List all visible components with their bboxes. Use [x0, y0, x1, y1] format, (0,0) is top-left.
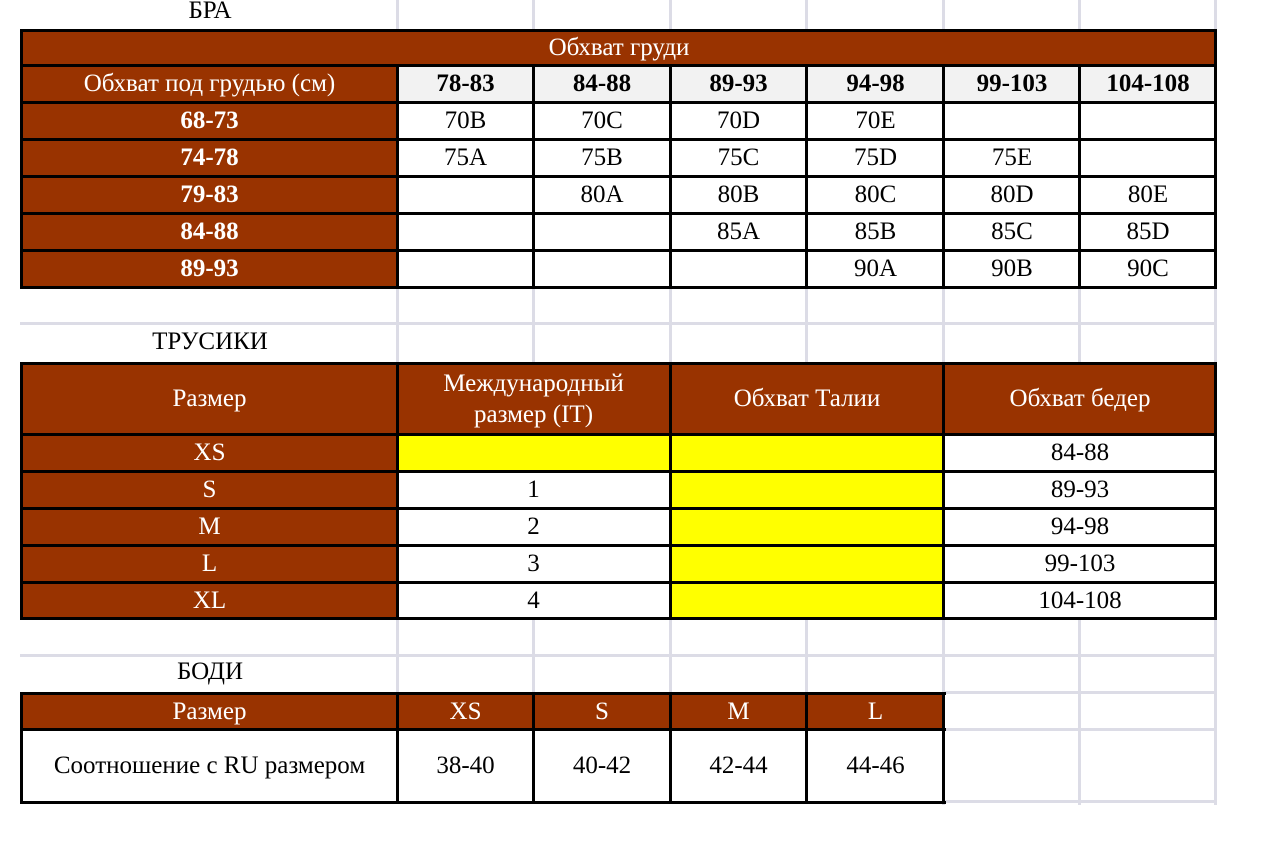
bra-size-cell: 75C — [717, 143, 760, 171]
underbust-value: 84-88 — [22, 213, 397, 250]
bra-section-title: БРА — [188, 0, 232, 24]
ru-size-cell: 44-46 — [846, 751, 905, 779]
waist-cell — [670, 471, 944, 508]
bra-size-cell — [670, 250, 807, 287]
waist-cell — [670, 582, 944, 619]
bra-size-cell — [1080, 102, 1216, 139]
panties-size-value: S — [22, 471, 397, 508]
bra-size-cell — [534, 213, 670, 250]
ru-size-cell: 42-44 — [709, 751, 768, 779]
underbust-value: 68-73 — [22, 102, 397, 139]
waist-cell — [670, 508, 944, 545]
underbust-value: 89-93 — [22, 250, 397, 287]
bust-range-header: 84-88 — [534, 65, 670, 102]
panties-size-value: XS — [22, 434, 397, 471]
hips-cell: 89-93 — [1050, 475, 1110, 503]
bra-size-cell: 75A — [443, 143, 488, 171]
ru-size-cell: 38-40 — [436, 751, 495, 779]
waist-cell — [670, 434, 944, 471]
bust-range-header: 99-103 — [944, 65, 1080, 102]
bodysuit-size: S — [534, 694, 670, 729]
it-size-cell: 2 — [527, 512, 540, 540]
bra-size-cell: 85B — [854, 217, 897, 245]
ru-size-label: Соотношение с RU размером — [53, 751, 366, 779]
bodysuit-size: L — [807, 694, 944, 729]
bra-size-cell: 90C — [1127, 254, 1169, 282]
bra-size-cell — [534, 250, 670, 287]
waist-cell — [670, 545, 944, 582]
bra-size-cell: 70B — [444, 106, 487, 134]
bra-size-cell: 70E — [855, 106, 896, 134]
underbust-value: 79-83 — [22, 176, 397, 213]
bra-size-cell: 85D — [1126, 217, 1170, 245]
bra-size-cell: 80C — [854, 180, 897, 208]
bra-size-cell: 85A — [716, 217, 761, 245]
bra-size-cell — [1080, 139, 1216, 176]
bra-size-cell: 80D — [990, 180, 1034, 208]
bra-size-cell — [397, 213, 534, 250]
panties-section-title: ТРУСИКИ — [152, 328, 268, 355]
bra-size-cell: 90B — [991, 254, 1033, 282]
bra-size-cell: 80A — [580, 180, 624, 208]
it-size-cell: 1 — [527, 475, 540, 503]
bodysuit-size-header: Размер — [22, 694, 397, 729]
international-size-header: Международный размер (IT) — [397, 364, 670, 434]
panties-size-value: XL — [22, 582, 397, 619]
bra-size-cell: 90A — [853, 254, 898, 282]
bust-range-header: 89-93 — [670, 65, 807, 102]
panties-size-value: L — [22, 545, 397, 582]
panties-size-header: Размер — [22, 364, 397, 434]
bodysuit-section-title: БОДИ — [176, 658, 244, 685]
bra-size-cell — [397, 250, 534, 287]
ru-size-cell: 40-42 — [572, 751, 632, 779]
bust-girth-header: Обхват груди — [22, 30, 1216, 65]
hips-cell: 99-103 — [1044, 549, 1116, 577]
hips-cell: 104-108 — [1038, 586, 1122, 614]
it-size-cell: 4 — [527, 586, 540, 614]
bra-size-cell: 80E — [1127, 180, 1169, 208]
underbust-header: Обхват под грудью (см) — [22, 65, 397, 102]
underbust-value: 74-78 — [22, 139, 397, 176]
bra-size-cell — [397, 176, 534, 213]
bra-size-cell: 85C — [991, 217, 1033, 245]
hip-girth-header: Обхват бедер — [944, 364, 1216, 434]
bra-size-cell: 75E — [991, 143, 1033, 171]
bra-size-cell: 75D — [853, 143, 898, 171]
hips-cell: 94-98 — [1050, 512, 1110, 540]
bodysuit-size: XS — [397, 694, 534, 729]
bust-range-header: 94-98 — [807, 65, 944, 102]
bra-size-cell: 70D — [716, 106, 761, 134]
bra-size-cell: 75B — [581, 143, 623, 171]
bodysuit-size: M — [670, 694, 807, 729]
bust-range-header: 78-83 — [397, 65, 534, 102]
it-size-cell — [397, 434, 670, 471]
waist-girth-header: Обхват Талии — [670, 364, 944, 434]
hips-cell: 84-88 — [1050, 438, 1110, 466]
bra-size-cell — [944, 102, 1080, 139]
bra-size-cell: 80B — [717, 180, 760, 208]
panties-size-value: M — [22, 508, 397, 545]
bra-size-cell: 70C — [581, 106, 623, 134]
bust-range-header: 104-108 — [1080, 65, 1216, 102]
it-size-cell: 3 — [527, 549, 540, 577]
